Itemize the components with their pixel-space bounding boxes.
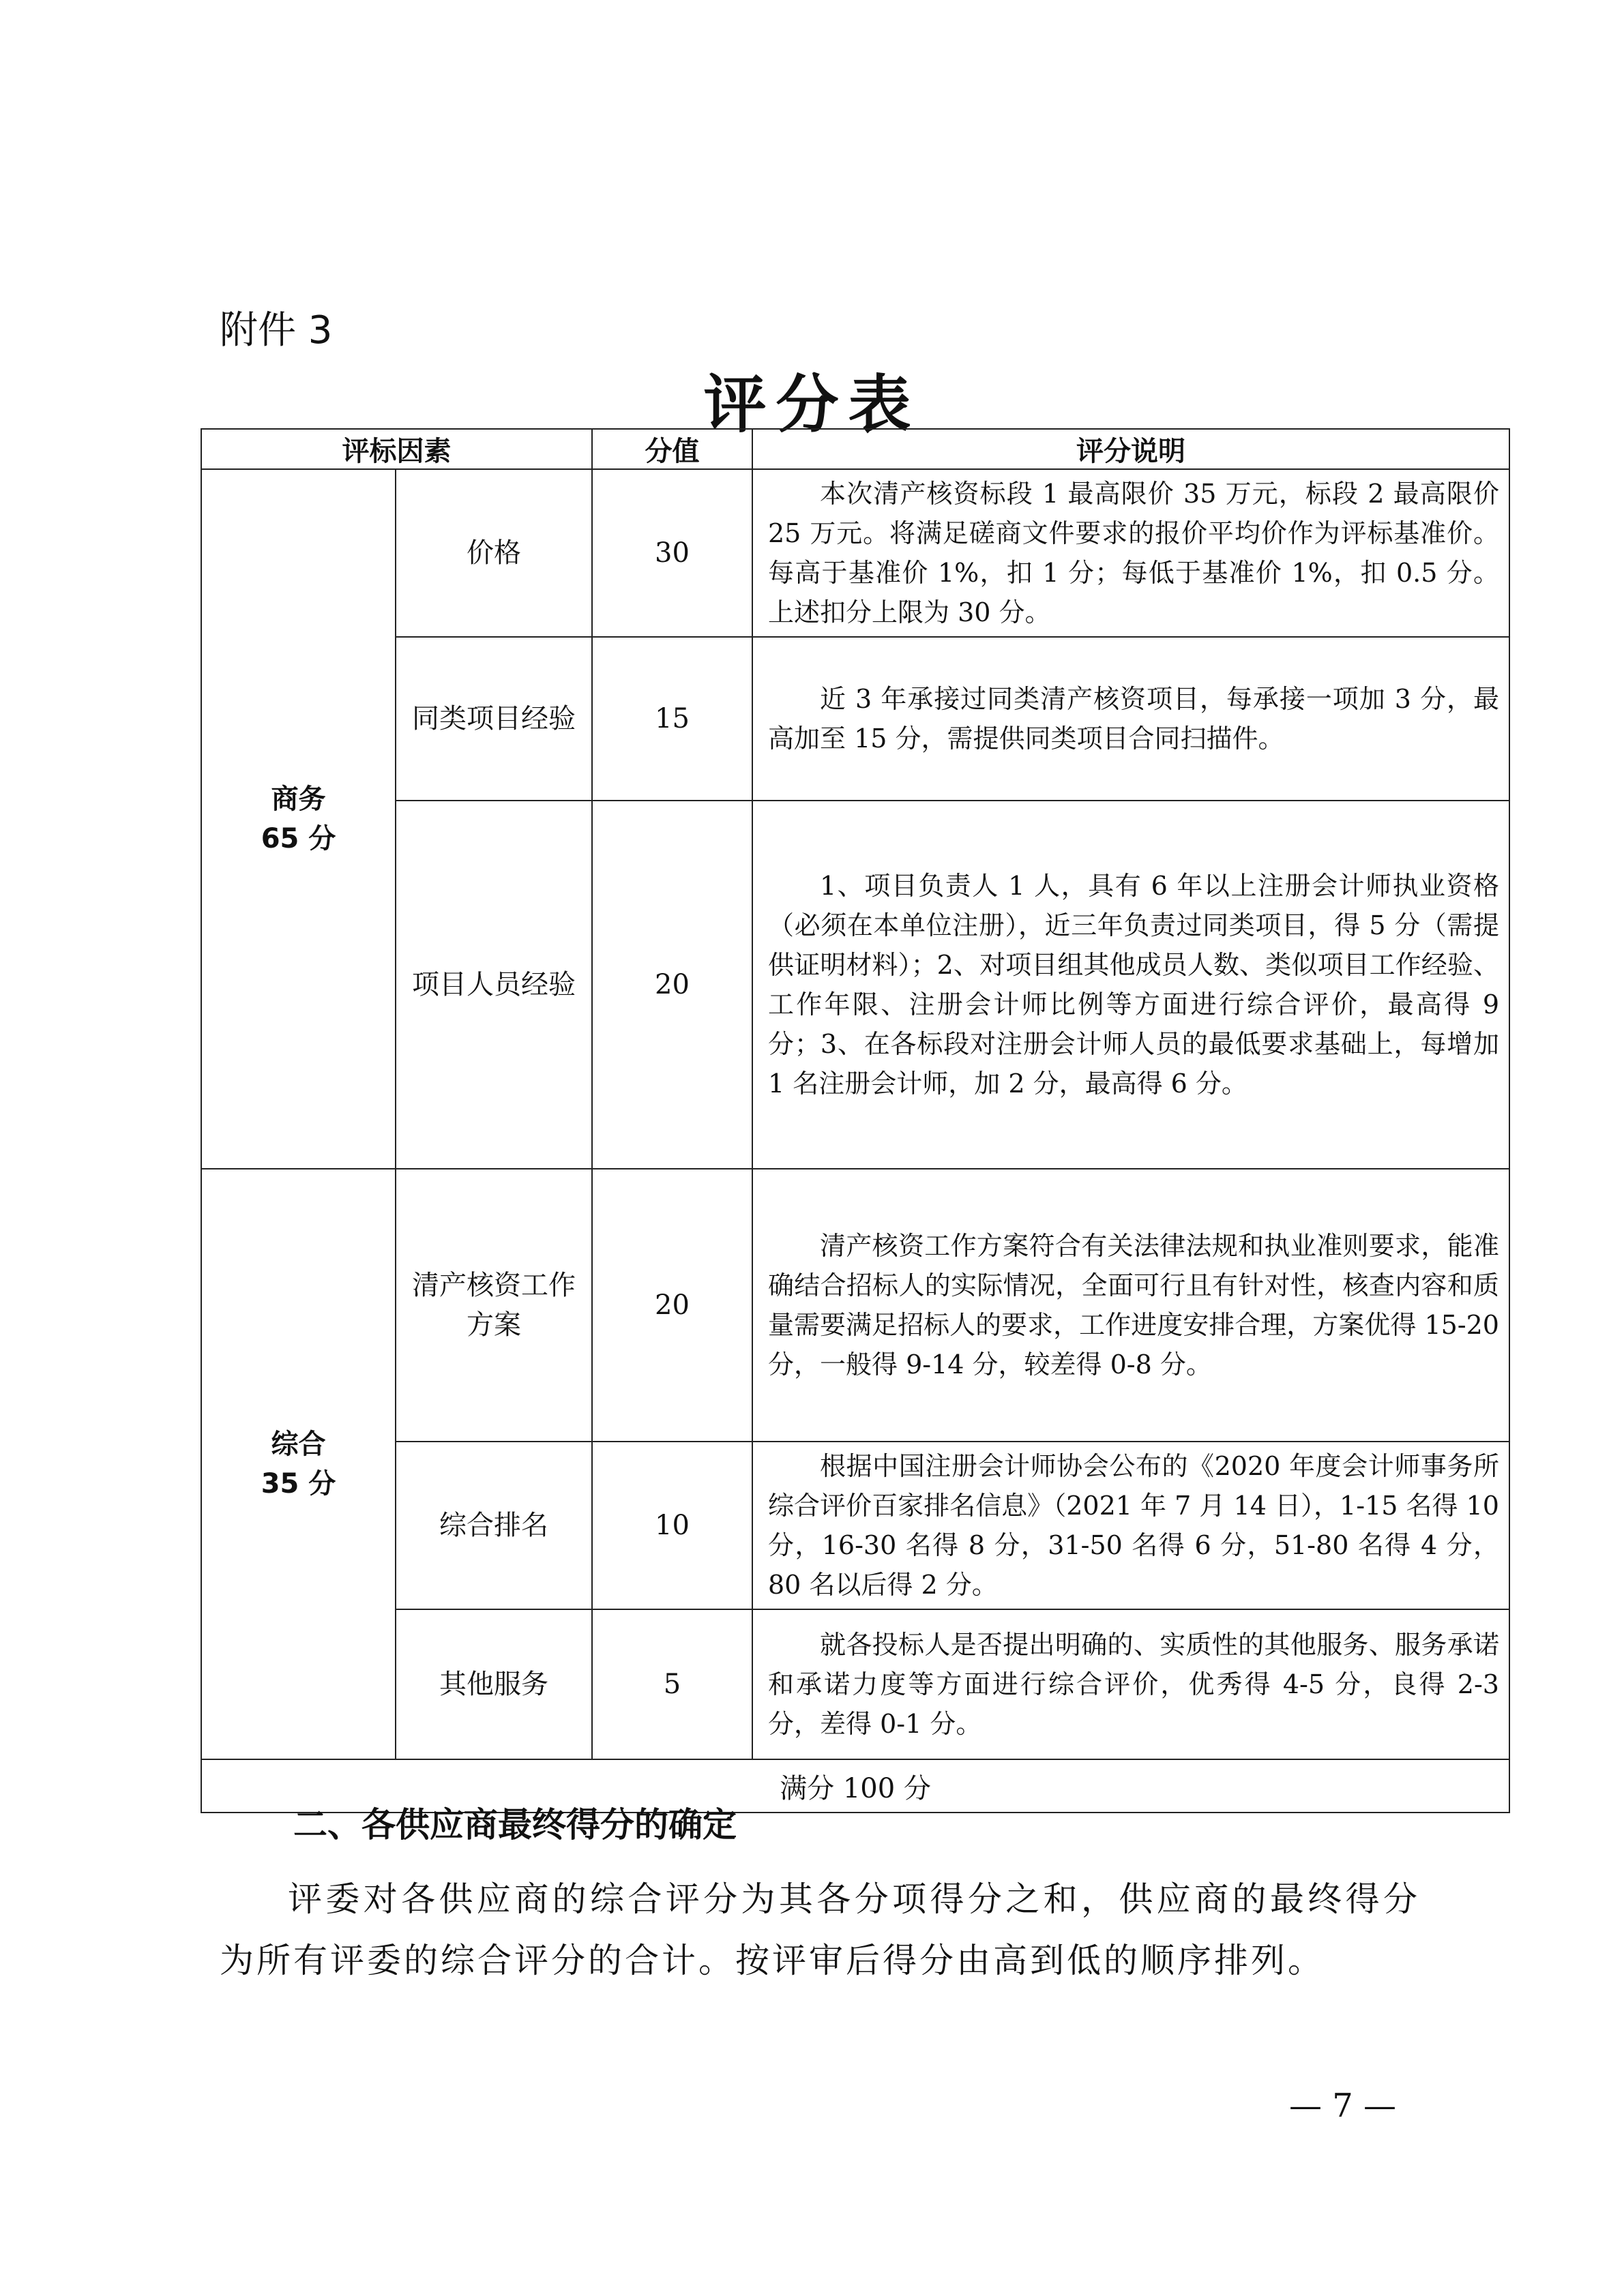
factor-description: 本次清产核资标段 1 最高限价 35 万元，标段 2 最高限价 25 万元。将满足磋商文件要求的报价平均价作为评标基准价。每高于基准价 1%，扣 1 分；每低于基准价 1%，扣 0.5 分。上述扣分上限为 30 分。 bbox=[752, 469, 1509, 637]
factor-name: 同类项目经验 bbox=[396, 637, 592, 801]
scoring-table bbox=[201, 428, 1510, 1813]
section-heading: 二、各供应商最终得分的确定 bbox=[293, 1804, 737, 1845]
table-row bbox=[201, 1169, 1509, 1442]
category-business bbox=[201, 469, 396, 1169]
total-score: 满分 100 分 bbox=[201, 1759, 1509, 1813]
table-row bbox=[201, 1609, 1509, 1759]
factor-score: 10 bbox=[592, 1442, 752, 1609]
table-header-row bbox=[201, 429, 1509, 469]
header-score: 分值 bbox=[592, 429, 752, 469]
table-row bbox=[201, 469, 1509, 637]
factor-name: 其他服务 bbox=[396, 1609, 592, 1759]
factor-name: 清产核资工作方案 bbox=[396, 1169, 592, 1442]
factor-name: 价格 bbox=[396, 469, 592, 637]
header-factor: 评标因素 bbox=[201, 429, 592, 469]
factor-score: 30 bbox=[592, 469, 752, 637]
page-number: — 7 — bbox=[1289, 2087, 1397, 2125]
factor-description: 1、项目负责人 1 人，具有 6 年以上注册会计师执业资格（必须在本单位注册），近三年负责过同类项目，得 5 分（需提供证明材料）；2、对项目组其他成员人数、类似项目工作经验、工作年限、注册会计师比例等方面进行综合评价，最高得 9 分；3、在各标段对注册会计师人员的最低要求基础上，每增加 1 名注册会计师，加 2 分，最高得 6 分。 bbox=[752, 801, 1509, 1169]
factor-description: 就各投标人是否提出明确的、实质性的其他服务、服务承诺和承诺力度等方面进行综合评价，优秀得 4-5 分，良得 2-3 分，差得 0-1 分。 bbox=[752, 1609, 1509, 1759]
factor-name: 项目人员经验 bbox=[396, 801, 592, 1169]
factor-score: 20 bbox=[592, 801, 752, 1169]
attachment-label: 附件 3 bbox=[220, 308, 333, 353]
factor-description: 根据中国注册会计师协会公布的《2020 年度会计师事务所综合评价百家排名信息》（2021 年 7 月 14 日），1-15 名得 10 分，16-30 名得 8 分，31-50 名得 6 分，51-80 名得 4 分，80 名以后得 2 分。 bbox=[752, 1442, 1509, 1609]
document-title: 评分表 bbox=[703, 368, 921, 441]
table-row bbox=[201, 801, 1509, 1169]
factor-score: 5 bbox=[592, 1609, 752, 1759]
category-points: 35 分 bbox=[261, 1468, 336, 1500]
header-description: 评分说明 bbox=[752, 429, 1509, 469]
category-comprehensive bbox=[201, 1169, 396, 1759]
factor-description: 近 3 年承接过同类清产核资项目，每承接一项加 3 分，最高加至 15 分，需提供同类项目合同扫描件。 bbox=[752, 637, 1509, 801]
category-points: 65 分 bbox=[261, 823, 336, 854]
table-row bbox=[201, 637, 1509, 801]
table-row bbox=[201, 1442, 1509, 1609]
factor-description: 清产核资工作方案符合有关法律法规和执业准则要求，能准确结合招标人的实际情况，全面可行且有针对性，核查内容和质量需要满足招标人的要求，工作进度安排合理，方案优得 15-20 分，一般得 9-14 分，较差得 0-8 分。 bbox=[752, 1169, 1509, 1442]
body-paragraph: 评委对各供应商的综合评分为其各分项得分之和，供应商的最终得分为所有评委的综合评分的合计。按评审后得分由高到低的顺序排列。 bbox=[220, 1879, 1420, 1980]
category-name: 商务 bbox=[271, 784, 326, 815]
factor-name: 综合排名 bbox=[396, 1442, 592, 1609]
factor-score: 15 bbox=[592, 637, 752, 801]
factor-score: 20 bbox=[592, 1169, 752, 1442]
category-name: 综合 bbox=[271, 1429, 326, 1460]
